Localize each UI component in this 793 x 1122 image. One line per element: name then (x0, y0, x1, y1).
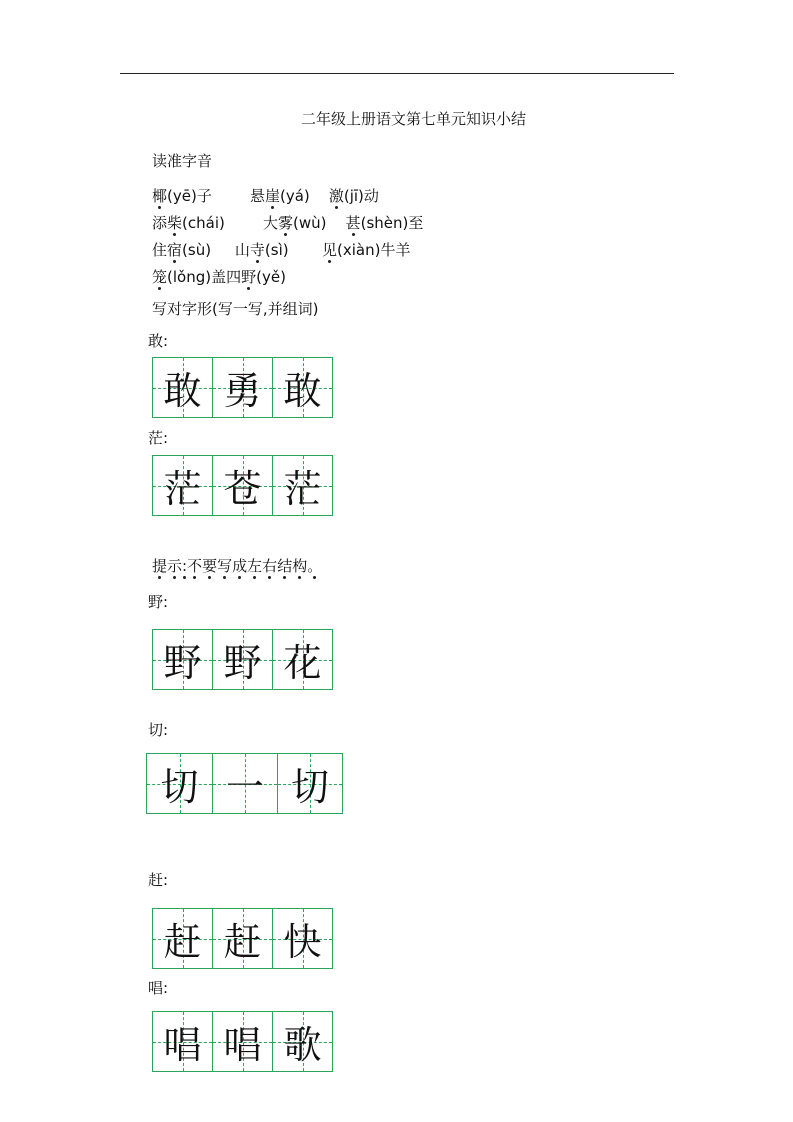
grid-cell (152, 629, 213, 690)
page-title: 二年级上册语文第七单元知识小结 (300, 110, 526, 128)
pinyin-segment: (wù) (293, 214, 346, 232)
hint-char: 写 (217, 557, 233, 575)
pinyin-line-3 (152, 239, 410, 260)
emphasized-char: 见 (322, 241, 338, 259)
pinyin-segment: (sì) (264, 241, 322, 259)
pinyin-segment: (chái) 大 (182, 214, 278, 232)
char-label: 野: (148, 593, 169, 611)
hint-char: 。 (307, 557, 323, 575)
emphasized-char: 柴 (167, 214, 183, 232)
writing-grid (152, 908, 332, 969)
pinyin-line-4 (152, 266, 286, 287)
pinyin-segment: (jī)动 (343, 187, 379, 205)
grid-cell (152, 1011, 213, 1072)
grid-cell (277, 753, 343, 814)
hint-char: 左 (247, 557, 263, 575)
emphasized-char: 椰 (152, 187, 168, 205)
grid-cell (212, 908, 273, 969)
grid-character: 切 (290, 765, 329, 809)
grid-character: 切 (160, 765, 199, 809)
char-label: 赶: (148, 871, 169, 889)
grid-cell (152, 908, 213, 969)
char-label: 茫: (148, 429, 169, 447)
grid-character: 茫 (283, 467, 322, 511)
hint-char: 不 (187, 557, 203, 575)
pinyin-line-1 (152, 185, 379, 206)
section-heading-writing: 写对字形(写一写,并组词) (152, 300, 319, 318)
emphasized-char: 宿 (167, 241, 183, 259)
grid-cell (212, 357, 273, 418)
grid-character: 敢 (283, 369, 322, 413)
writing-grid (152, 1011, 332, 1072)
header-rule (120, 73, 674, 74)
pinyin-segment: (sù) 山 (182, 241, 250, 259)
grid-character: 一 (225, 765, 264, 809)
grid-cell (272, 357, 333, 418)
writing-grid (152, 357, 332, 418)
hint-char: 结 (277, 557, 293, 575)
grid-character: 快 (283, 920, 322, 964)
grid-character: 唱 (223, 1023, 262, 1067)
grid-cell (146, 753, 213, 814)
char-label: 切: (148, 721, 169, 739)
emphasized-char: 激 (328, 187, 344, 205)
hint-char: 右 (262, 557, 278, 575)
hint-char: 构 (292, 557, 308, 575)
grid-character: 苍 (223, 467, 262, 511)
grid-cell (212, 455, 273, 516)
writing-grid (146, 753, 342, 814)
writing-grid (152, 629, 332, 690)
grid-character: 赶 (223, 920, 262, 964)
grid-character: 唱 (163, 1023, 202, 1067)
grid-cell (272, 908, 333, 969)
grid-cell (272, 629, 333, 690)
grid-character: 野 (223, 641, 262, 685)
char-label: 唱: (148, 979, 169, 997)
grid-cell (152, 357, 213, 418)
grid-character: 歌 (283, 1023, 322, 1067)
pinyin-segment: 住 (152, 241, 168, 259)
pinyin-segment: (lǒng)盖四 (167, 268, 242, 286)
emphasized-char: 寺 (249, 241, 265, 259)
emphasized-char: 雾 (278, 214, 294, 232)
emphasized-char: 笼 (152, 268, 168, 286)
hint-char: 提 (152, 557, 168, 575)
pinyin-line-2 (152, 212, 423, 233)
grid-cell (212, 753, 278, 814)
writing-grid (152, 455, 332, 516)
pinyin-segment: (yě) (256, 268, 286, 286)
emphasized-char: 甚 (345, 214, 361, 232)
section-heading-pronunciation: 读准字音 (152, 152, 213, 170)
pinyin-segment: 添 (152, 214, 168, 232)
hint-char: 示 (167, 557, 183, 575)
emphasized-char: 崖 (264, 187, 280, 205)
char-label: 敢: (148, 332, 169, 350)
hint-char: 成 (232, 557, 248, 575)
grid-cell (212, 629, 273, 690)
grid-character: 花 (283, 641, 322, 685)
grid-cell (212, 1011, 273, 1072)
grid-character: 赶 (163, 920, 202, 964)
grid-character: 野 (163, 641, 202, 685)
pinyin-segment: (shèn)至 (360, 214, 424, 232)
pinyin-segment: (yē)子 (167, 187, 212, 205)
grid-cell (152, 455, 213, 516)
emphasized-char: 野 (241, 268, 257, 286)
pinyin-segment: 悬 (211, 187, 265, 205)
pinyin-segment: (xiàn)牛羊 (337, 241, 411, 259)
hint-char: 要 (202, 557, 218, 575)
grid-cell (272, 455, 333, 516)
grid-character: 茫 (163, 467, 202, 511)
grid-character: 勇 (223, 369, 262, 413)
grid-cell (272, 1011, 333, 1072)
grid-character: 敢 (163, 369, 202, 413)
hint-text (152, 555, 322, 576)
pinyin-segment: (yá) (280, 187, 329, 205)
hint-char: : (182, 557, 188, 575)
